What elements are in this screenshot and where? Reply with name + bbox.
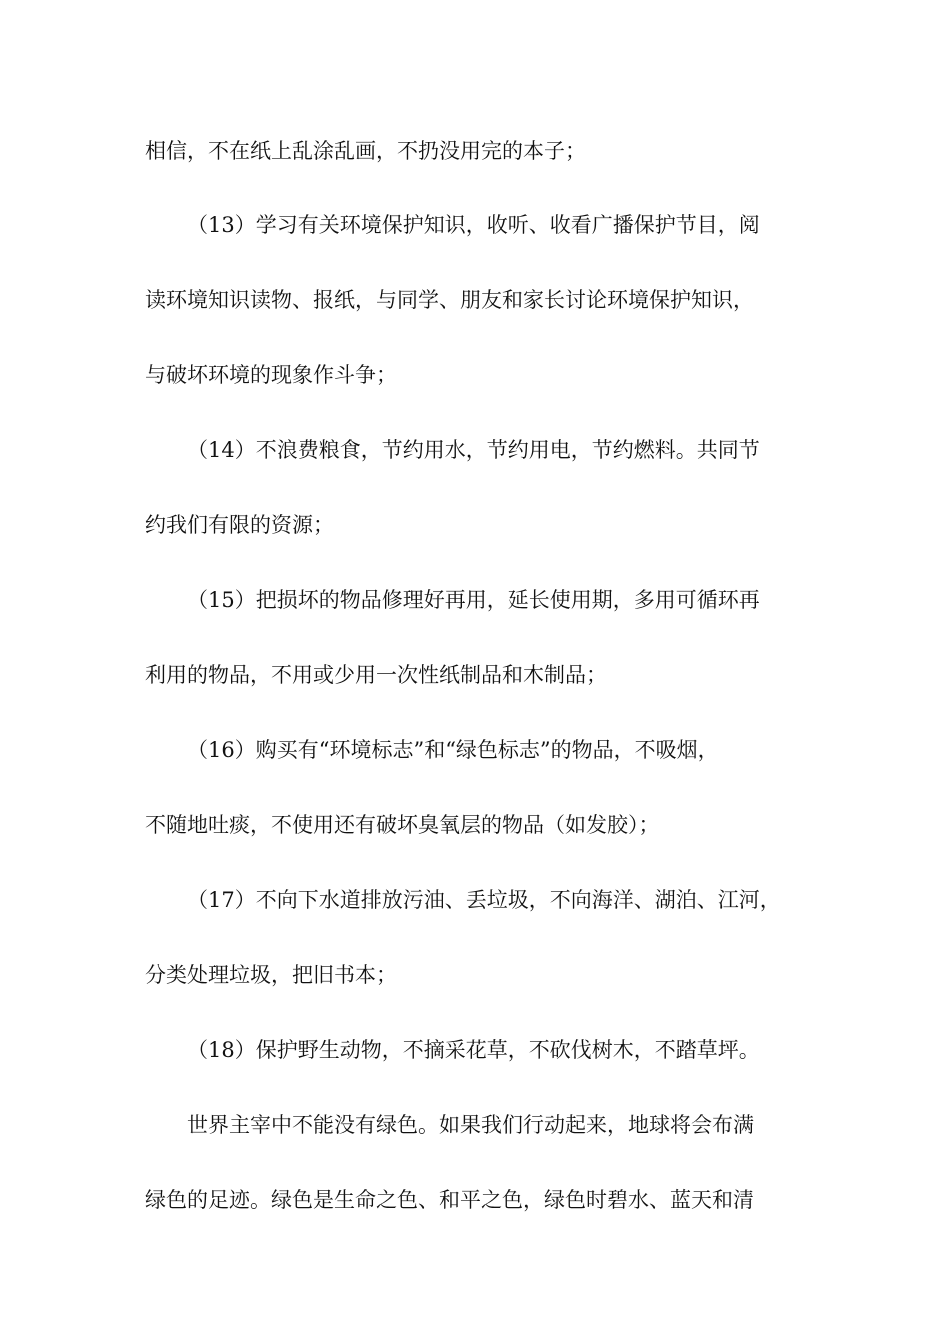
text-line xyxy=(0,280,950,320)
text-line xyxy=(0,730,950,770)
line-text: 相信，不在纸上乱涂乱画，不扔没用完的本子； xyxy=(145,139,586,163)
text-line xyxy=(0,805,950,845)
line-text: 约我们有限的资源； xyxy=(145,513,334,537)
text-line xyxy=(0,505,950,545)
text-line xyxy=(0,880,950,920)
line-text: 与破坏环境的现象作斗争； xyxy=(145,363,397,387)
text-line xyxy=(0,131,950,171)
text-line xyxy=(0,355,950,395)
text-line xyxy=(0,1030,950,1070)
text-line xyxy=(0,655,950,695)
text-line xyxy=(0,1180,950,1220)
text-line xyxy=(0,580,950,620)
text-line xyxy=(0,1105,950,1145)
line-text: （13）学习有关环境保护知识，收听、收看广播保护节目，阅 xyxy=(187,213,760,237)
line-text: 世界主宰中不能没有绿色。如果我们行动起来，地球将会布满 xyxy=(187,1113,754,1137)
line-text: （18）保护野生动物，不摘采花草，不砍伐树木，不踏草坪。 xyxy=(187,1038,760,1062)
line-text: 绿色的足迹。绿色是生命之色、和平之色，绿色时碧水、蓝天和清 xyxy=(145,1188,754,1212)
text-line xyxy=(0,430,950,470)
line-text: 利用的物品，不用或少用一次性纸制品和木制品； xyxy=(145,663,607,687)
line-text: 分类处理垃圾，把旧书本； xyxy=(145,963,397,987)
line-text: （16）购买有“环境标志”和“绿色标志”的物品，不吸烟， xyxy=(187,738,719,762)
text-line xyxy=(0,955,950,995)
text-line xyxy=(0,205,950,245)
line-text: 读环境知识读物、报纸，与同学、朋友和家长讨论环境保护知识， xyxy=(145,288,754,312)
line-text: （14）不浪费粮食，节约用水，节约用电，节约燃料。共同节 xyxy=(187,438,760,462)
line-text: 不随地吐痰，不使用还有破坏臭氧层的物品（如发胶）； xyxy=(145,813,660,837)
line-text: （17）不向下水道排放污油、丢垃圾，不向海洋、湖泊、江河， xyxy=(187,888,781,912)
line-text: （15）把损坏的物品修理好再用，延长使用期，多用可循环再 xyxy=(187,588,760,612)
